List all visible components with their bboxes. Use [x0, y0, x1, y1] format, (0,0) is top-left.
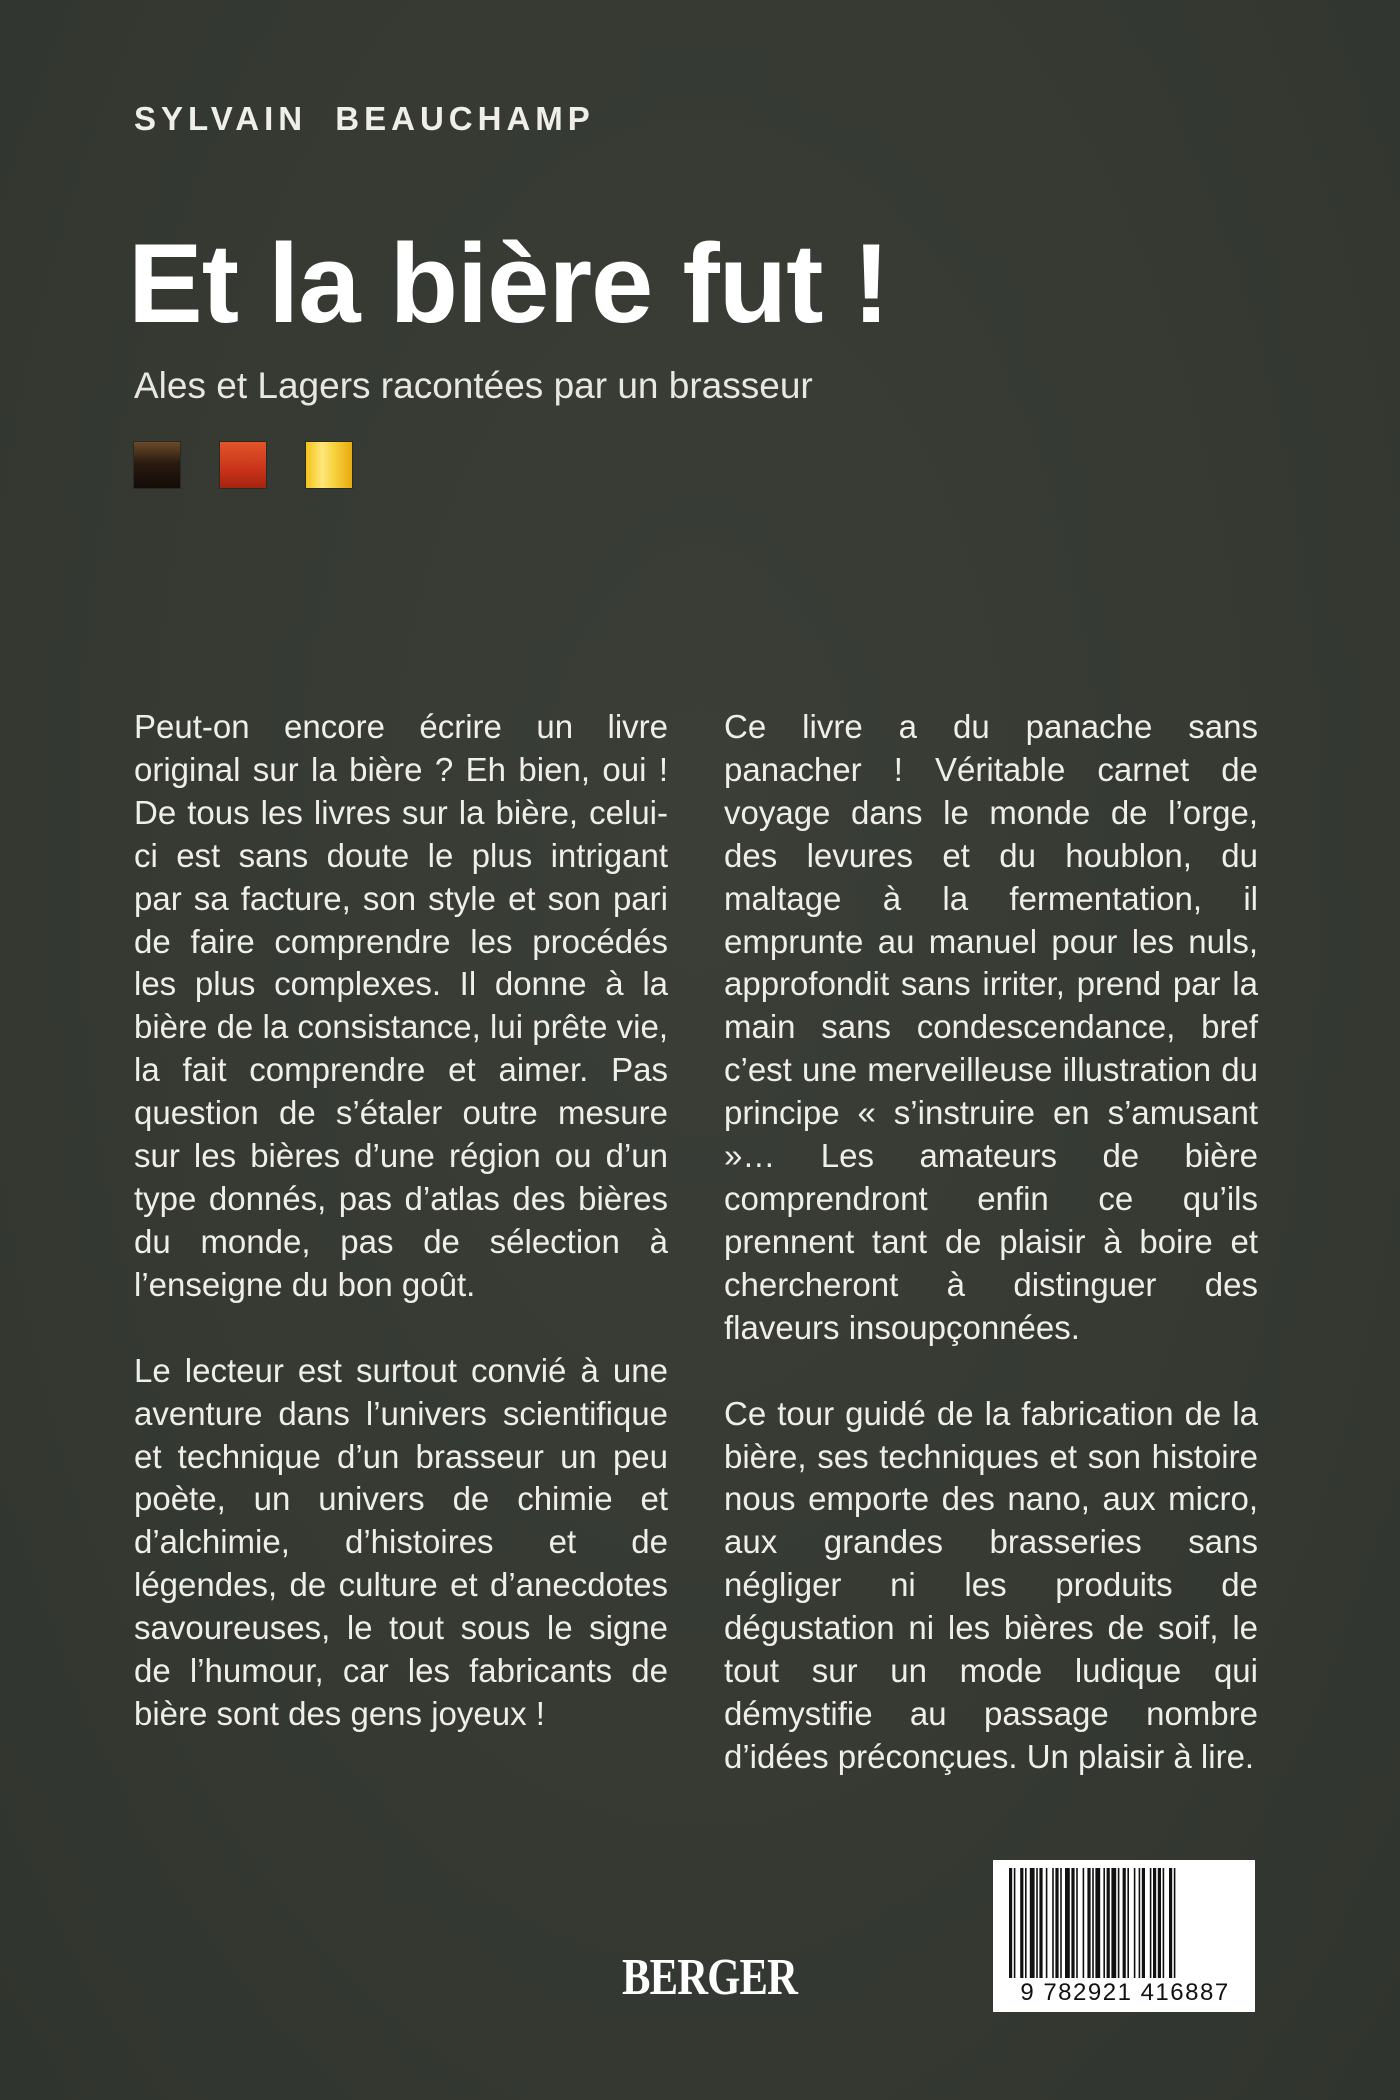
barcode-bar [1076, 1868, 1078, 1978]
barcode-bar [1009, 1868, 1012, 1978]
barcode-bar [1127, 1868, 1129, 1978]
barcode-bar [1095, 1868, 1100, 1978]
golden-beer-swatch [306, 442, 352, 488]
blurb-paragraph: Le lecteur est surtout convié à une aventure dans l’univers scientifique et technique d’un brasseur un peu poète, un univers de chimie et d’alchimie, d’histoires et de légendes, de culture et d’anecdotes savoureuses, le tout sous le signe de l’humour, car les fabricants de bière sont des gens joyeux ! [134, 1351, 668, 1732]
author-name: SYLVAIN BEAUCHAMP [134, 100, 595, 137]
publisher-logo: BERGER [622, 1949, 798, 2006]
barcode-bar [1103, 1868, 1105, 1978]
book-title: Et la bière fut ! [128, 221, 889, 346]
barcode-bar [1060, 1868, 1062, 1978]
barcode-bar [1092, 1868, 1094, 1978]
barcode-bar [1020, 1868, 1023, 1978]
barcode-bar [1123, 1868, 1126, 1978]
blurb-paragraph: Peut-on encore écrire un livre original sur la bière ? Eh bien, oui ! De tous les livres sur la bière, celui-ci est sans doute le plus intrigant par sa facture, son style et son pari de faire comprendre les procédés les plus complexes. Il donne à la bière de la consistance, lui prête vie, la fait comprendre et aimer. Pas question de s’étaler outre mesure sur les bières d’une région ou d’un type donnés, pas d’atlas des bières du monde, pas de sélection à l’enseigne du bon goût. [134, 708, 668, 1303]
barcode-bar [1055, 1868, 1058, 1978]
barcode-bar [1014, 1868, 1016, 1978]
book-subtitle: Ales et Lagers racontées par un brasseur [134, 365, 813, 406]
isbn-number: 9 782921 416887 [1020, 1979, 1230, 2006]
barcode-bars [1009, 1868, 1241, 1978]
blurb-right-column [724, 706, 1258, 1779]
blurb-paragraph: Ce livre a du panache sans panacher ! Véritable carnet de voyage dans le monde de l’orge, des levures et du houblon, du maltage à la fermentation, il emprunte au manuel pour les nuls, approfondit sans irriter, prend par la main sans condescendance, bref c’est une merveilleuse illustration du principe « s’instruire en s’amusant »… Les amateurs de bière comprendront enfin ce qu’ils prennent tant de plaisir à boire et chercheront à distinguer des flaveurs insoupçonnées. [724, 708, 1258, 1346]
barcode-bar [1036, 1868, 1038, 1978]
barcode-bar [1052, 1868, 1054, 1978]
barcode-bar [1046, 1868, 1048, 1978]
blurb-paragraph: Ce tour guidé de la fabrication de la bière, ses techniques et son histoire nous emporte des nano, aux micro, aux grandes brasseries sans négliger ni les produits de dégustation ni les bières de soif, le tout sur un mode ludique qui démystifie au passage nombre d’idées préconçues. Un plaisir à lire. [724, 1394, 1258, 1775]
barcode-bar [1025, 1868, 1027, 1978]
barcode-bar [1118, 1868, 1120, 1978]
barcode-bar [1142, 1868, 1145, 1978]
barcode-bar [1134, 1868, 1136, 1978]
barcode-bar [1163, 1868, 1165, 1978]
isbn-barcode [993, 1860, 1255, 2012]
barcode-bar [1030, 1868, 1035, 1978]
barcode-bar [1153, 1868, 1156, 1978]
barcode-bar [1139, 1868, 1141, 1978]
barcode-bar [1158, 1868, 1161, 1978]
barcode-bar [1083, 1868, 1085, 1978]
dark-beer-swatch [134, 442, 180, 488]
barcode-bar [1039, 1868, 1042, 1978]
barcode-bar [1150, 1868, 1152, 1978]
barcode-bar [1111, 1868, 1116, 1978]
barcode-bar [1071, 1868, 1074, 1978]
barcode-bar [1174, 1868, 1176, 1978]
barcode-bar [1169, 1868, 1172, 1978]
barcode-bar [1107, 1868, 1110, 1978]
beer-color-swatches [134, 442, 374, 492]
amber-beer-swatch [220, 442, 266, 488]
barcode-bar [1087, 1868, 1090, 1978]
barcode-bar [1065, 1868, 1070, 1978]
blurb-left-column [134, 706, 668, 1736]
